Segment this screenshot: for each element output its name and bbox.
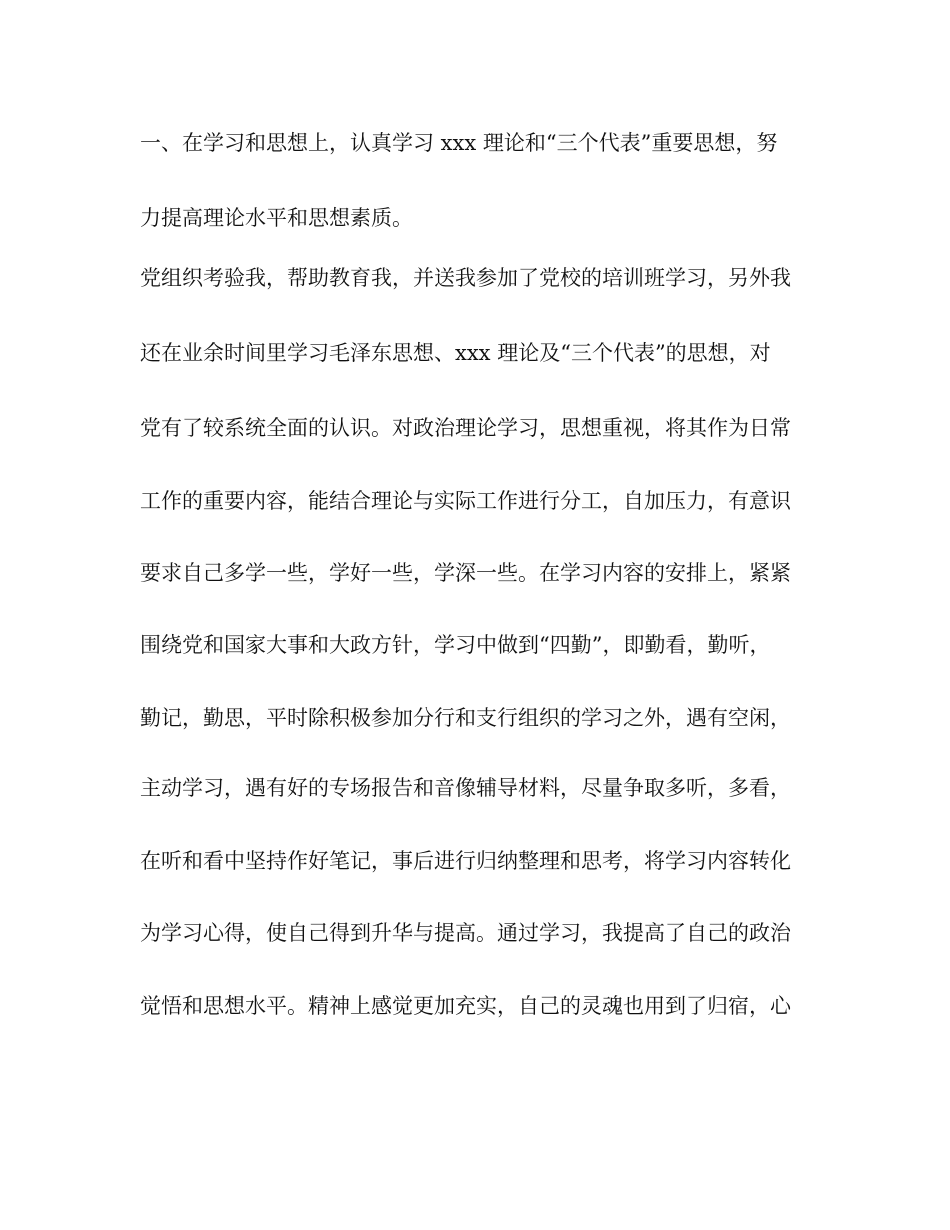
document-line: 要求自己多学一些，学好一些，学深一些。在学习内容的安排上，紧紧 (140, 561, 791, 585)
document-line: 围绕党和国家大事和大政方针，学习中做到“四勤”，即勤看，勤听， (140, 633, 771, 657)
document-line: 在听和看中坚持作好笔记，事后进行归纳整理和思考，将学习内容转化 (140, 849, 791, 873)
document-line: 觉悟和思想水平。精神上感觉更加充实，自己的灵魂也用到了归宿，心 (140, 994, 791, 1018)
document-line: 主动学习，遇有好的专场报告和音像辅导材料，尽量争取多听，多看， (140, 776, 791, 800)
document-line: 工作的重要内容，能结合理论与实际工作进行分工，自加压力，有意识 (140, 489, 791, 513)
document-line: 一、在学习和思想上，认真学习 xxx 理论和“三个代表”重要思想，努 (140, 131, 778, 155)
document-line: 还在业余时间里学习毛泽东思想、xxx 理论及“三个代表”的思想，对 (140, 341, 771, 365)
document-line: 党有了较系统全面的认识。对政治理论学习，思想重视，将其作为日常 (140, 416, 791, 440)
document-line: 为学习心得，使自己得到升华与提高。通过学习，我提高了自己的政治 (140, 921, 791, 945)
document-line: 力提高理论水平和思想素质。 (140, 206, 413, 230)
document-line: 党组织考验我，帮助教育我，并送我参加了党校的培训班学习，另外我 (140, 266, 791, 290)
document-line: 勤记，勤思，平时除积极参加分行和支行组织的学习之外，遇有空闲， (140, 706, 791, 730)
